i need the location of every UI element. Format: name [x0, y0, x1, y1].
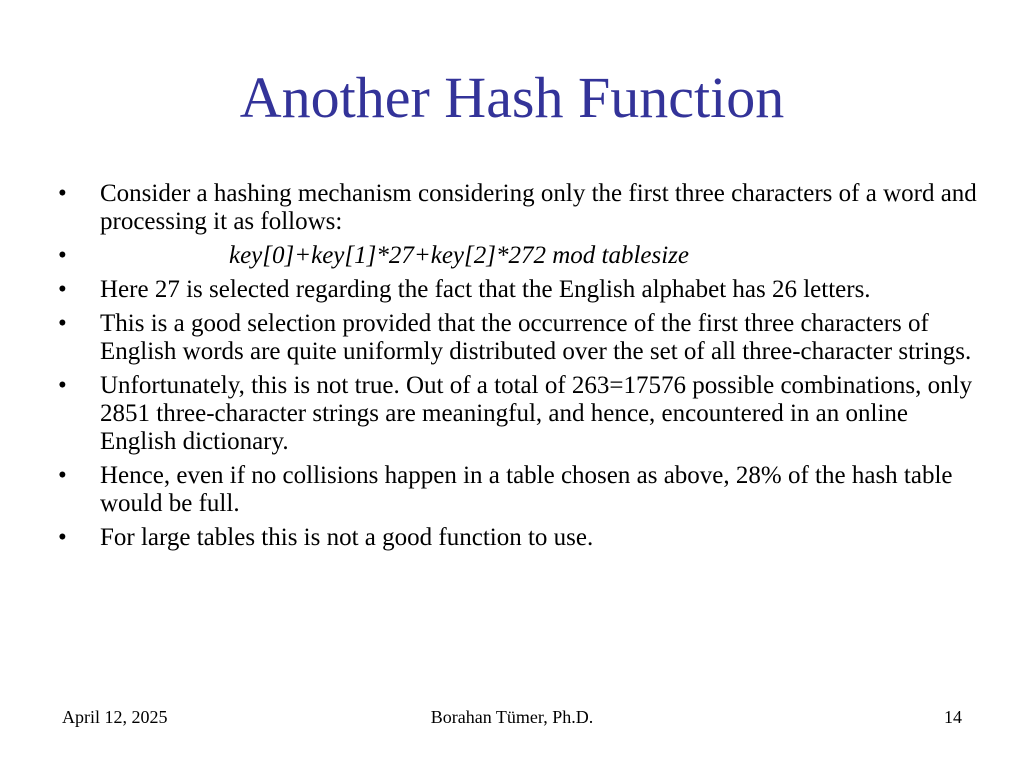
formula-text: key[0]+key[1]*27+key[2]*272 mod tablesize: [228, 242, 690, 269]
bullet-icon: •: [58, 524, 67, 551]
bullet-icon: •: [58, 462, 67, 489]
page-number: 14: [944, 707, 962, 727]
bullet-text: Here 27 is selected regarding the fact that the English alphabet has 26 letters.: [100, 276, 871, 303]
bullet-icon: •: [58, 372, 67, 399]
footer-author: Borahan Tümer, Ph.D.: [430, 707, 594, 727]
bullet-text: This is a good selection provided that the occurrence of the first three characters of English words are quite uniformly distributed over the set of all three-character strings.: [100, 310, 972, 365]
bullet-item: [58, 276, 978, 304]
bullet-item: [58, 462, 978, 518]
bullet-text: For large tables this is not a good function to use.: [100, 524, 594, 551]
bullet-text: Unfortunately, this is not true. Out of a total of 263=17576 possible combinations, only 2851 three-character strings are meaningful, and hence, encountered in an online English dictionary.: [100, 372, 973, 455]
bullet-icon: •: [58, 180, 67, 207]
bullet-icon: •: [58, 242, 67, 269]
bullet-item: [58, 372, 978, 456]
bullet-icon: •: [58, 276, 67, 303]
bullet-text: Hence, even if no collisions happen in a table chosen as above, 28% of the hash table would be full.: [100, 462, 953, 517]
bullet-item: [58, 242, 978, 270]
bullet-item: [58, 524, 978, 552]
bullet-text: Consider a hashing mechanism considering only the first three characters of a word and processing it as follows:: [100, 180, 977, 235]
slide-title: Another Hash Function: [239, 65, 785, 130]
bullet-icon: •: [58, 310, 67, 337]
footer-date: April 12, 2025: [62, 707, 168, 727]
bullet-item: [58, 180, 978, 236]
bullet-item: [58, 310, 978, 366]
bullet-list: [58, 180, 978, 558]
